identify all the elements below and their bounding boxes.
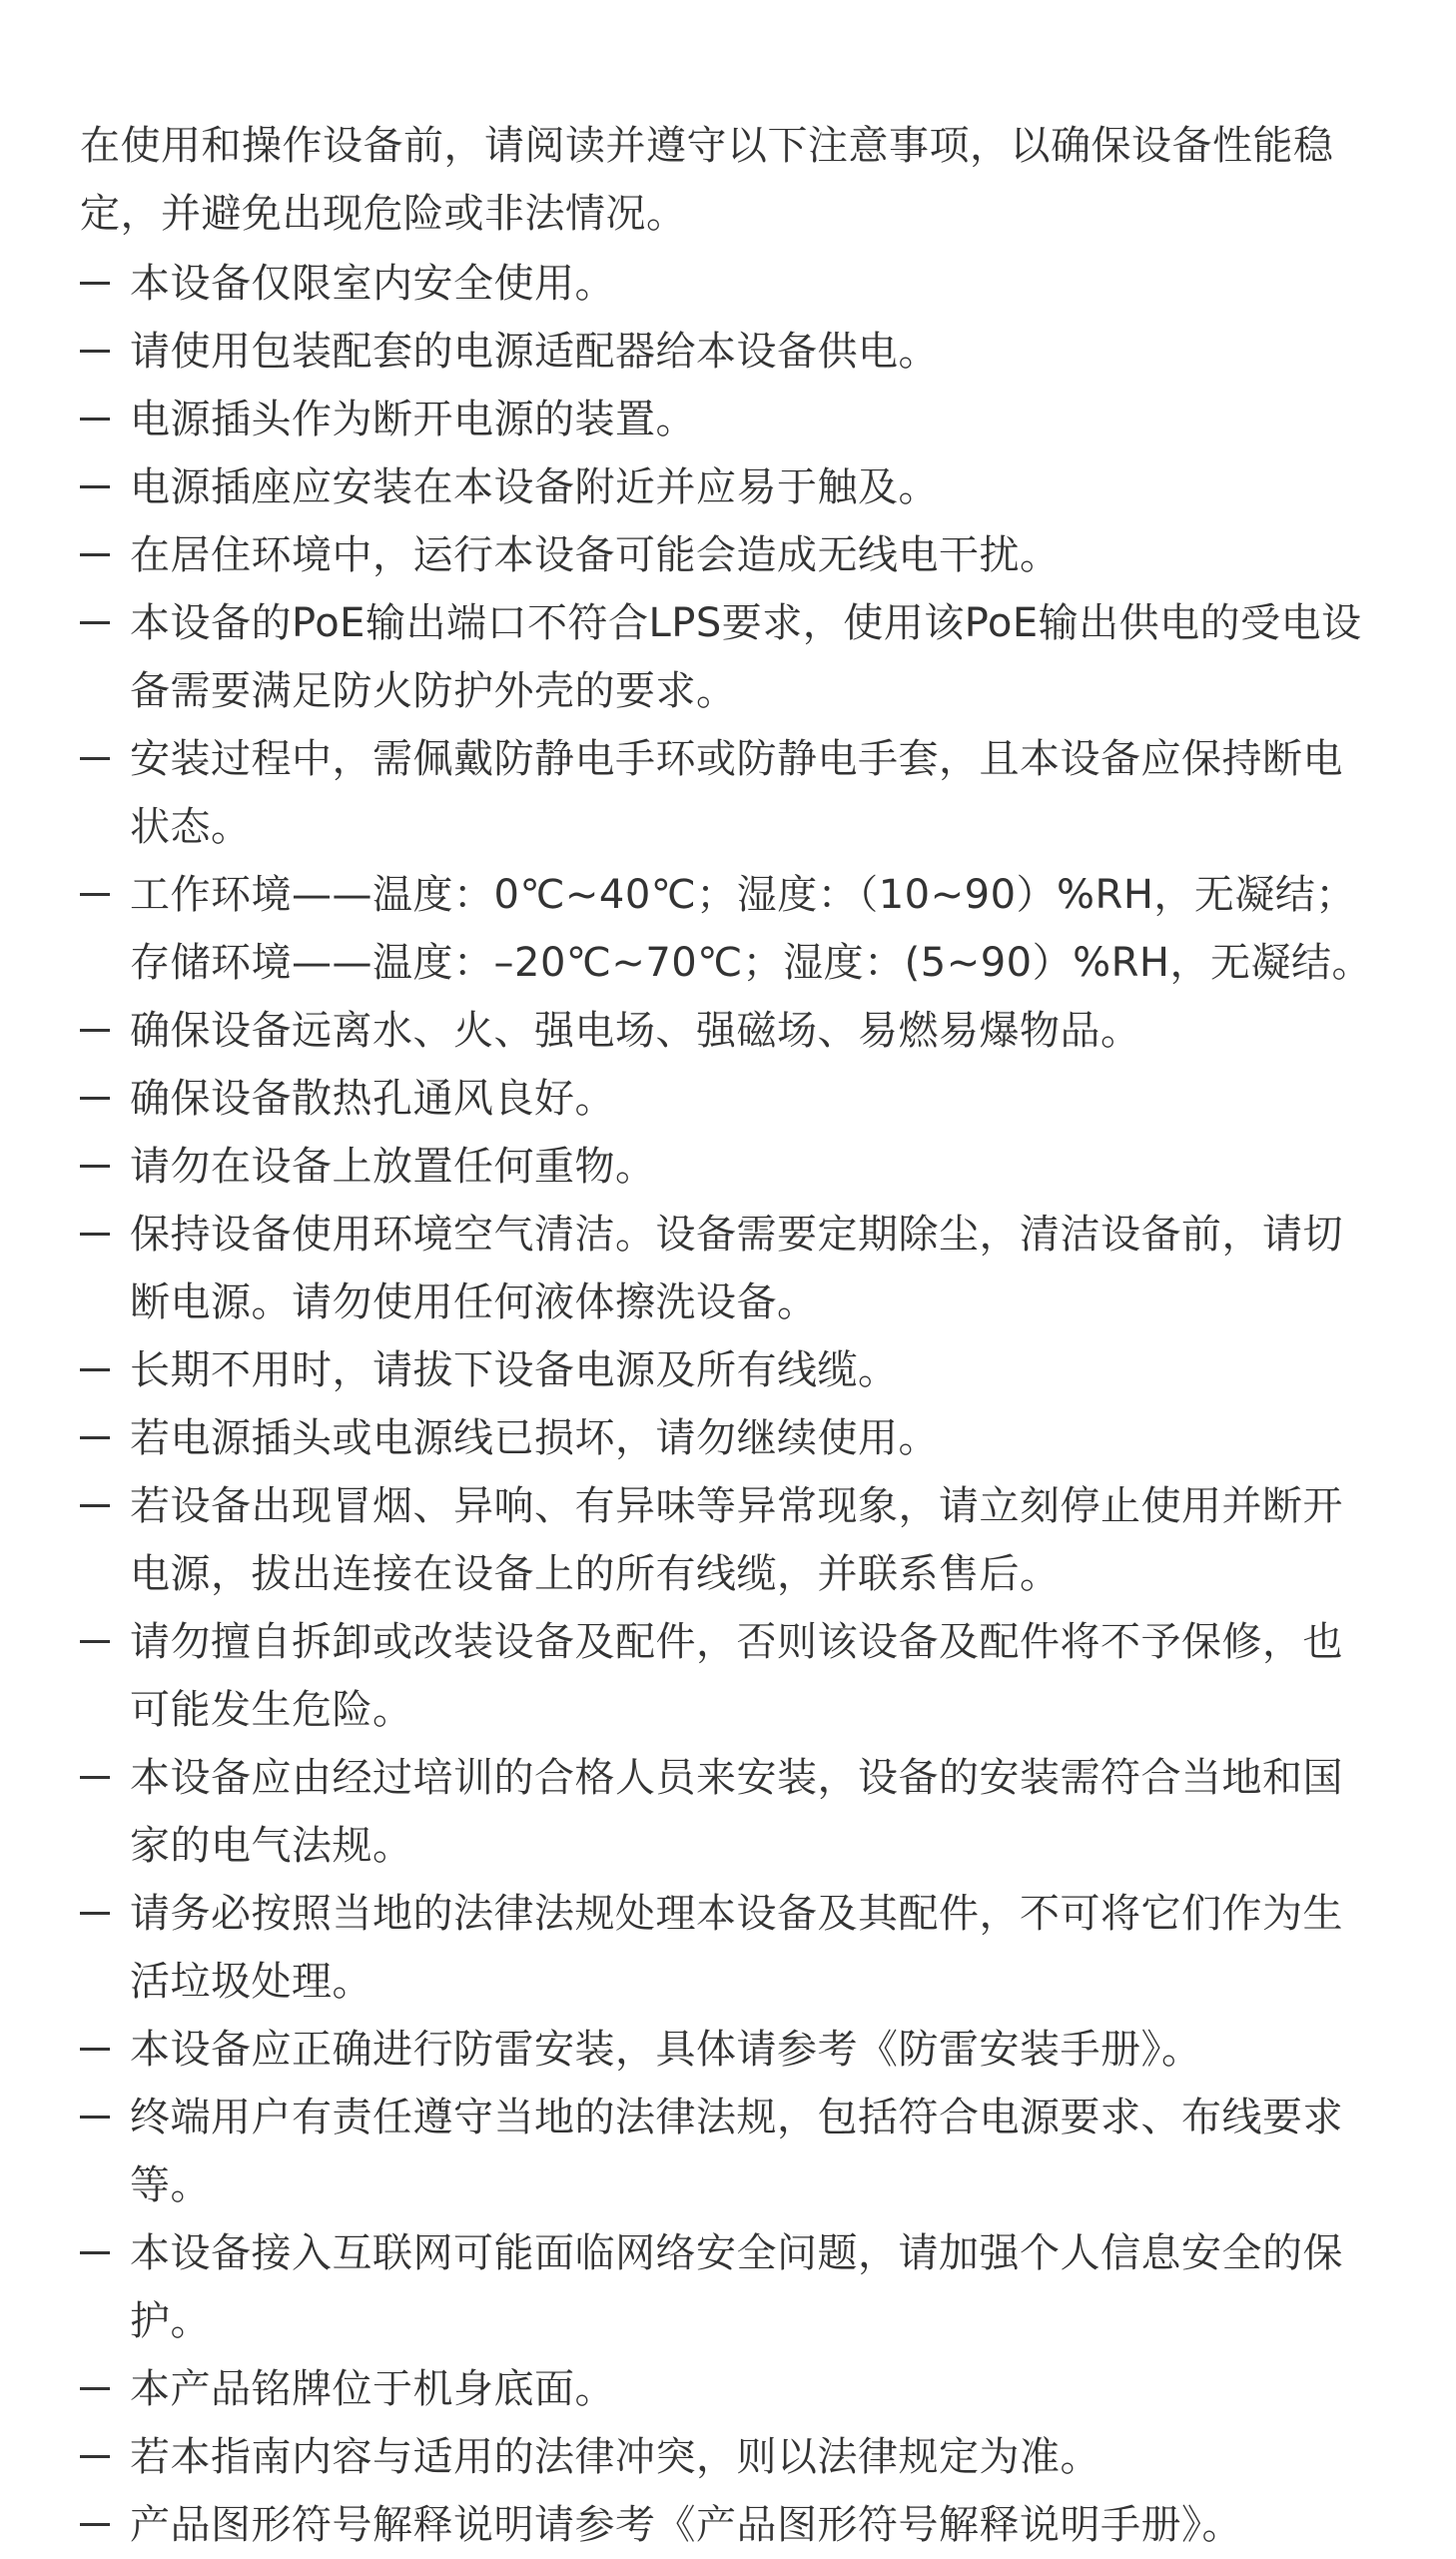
notice-item bbox=[80, 1404, 1376, 1472]
notice-item bbox=[80, 2084, 1376, 2219]
notice-item bbox=[80, 1608, 1376, 1744]
dash-bullet-icon bbox=[80, 1201, 120, 1269]
notice-text: 请勿擅自拆卸或改装设备及配件，否则该设备及配件将不予保修，也可能发生危险。 bbox=[130, 1619, 1343, 1733]
notice-item bbox=[80, 1133, 1376, 1201]
notice-list bbox=[80, 250, 1376, 2559]
dash-bullet-icon bbox=[80, 1404, 120, 1472]
notice-item bbox=[80, 1744, 1376, 1880]
notice-item bbox=[80, 521, 1376, 589]
notice-text: 本设备应正确进行防雷安装，具体请参考《防雷安装手册》。 bbox=[130, 2027, 1202, 2073]
notice-text: 本设备仅限室内安全使用。 bbox=[130, 261, 615, 307]
notice-text: 本设备应由经过培训的合格人员来安装，设备的安装需符合当地和国家的电气法规。 bbox=[130, 1755, 1343, 1869]
dash-bullet-icon bbox=[80, 997, 120, 1065]
notice-text: 保持设备使用环境空气清洁。设备需要定期除尘，清洁设备前，请切断电源。请勿使用任何液体擦洗设备。 bbox=[130, 1212, 1343, 1325]
notice-item bbox=[80, 725, 1376, 861]
notice-text: 电源插头作为断开电源的装置。 bbox=[130, 397, 696, 442]
notice-text: 请勿在设备上放置任何重物。 bbox=[130, 1144, 656, 1190]
notice-text: 请务必按照当地的法律法规处理本设备及其配件，不可将它们作为生活垃圾处理。 bbox=[130, 1891, 1343, 2005]
notice-item bbox=[80, 861, 1376, 997]
dash-bullet-icon bbox=[80, 589, 120, 657]
notice-text: 若设备出现冒烟、异响、有异味等异常现象，请立刻停止使用并断开电源，拔出连接在设备上的所有线缆，并联系售后。 bbox=[130, 1483, 1343, 1597]
notice-item bbox=[80, 1201, 1376, 1336]
notice-item bbox=[80, 386, 1376, 453]
dash-bullet-icon bbox=[80, 386, 120, 453]
dash-bullet-icon bbox=[80, 1133, 120, 1201]
dash-bullet-icon bbox=[80, 861, 120, 929]
notice-text: 确保设备远离水、火、强电场、强磁场、易燃易爆物品。 bbox=[130, 1008, 1141, 1054]
dash-bullet-icon bbox=[80, 2016, 120, 2084]
notice-text: 电源插座应安装在本设备附近并应易于触及。 bbox=[130, 464, 939, 510]
notice-item bbox=[80, 589, 1376, 725]
notice-item bbox=[80, 2355, 1376, 2423]
notice-item bbox=[80, 2219, 1376, 2355]
dash-bullet-icon bbox=[80, 2219, 120, 2287]
dash-bullet-icon bbox=[80, 1472, 120, 1540]
notice-item bbox=[80, 1880, 1376, 2016]
notice-text: 工作环境——温度：0℃~40℃；湿度：（10~90）%RH，无凝结；存储环境——温度：–20℃~70℃；湿度：(5~90）%RH，无凝结。 bbox=[130, 872, 1373, 986]
dash-bullet-icon bbox=[80, 725, 120, 793]
notice-text: 若电源插头或电源线已损坏，请勿继续使用。 bbox=[130, 1415, 939, 1461]
notice-item bbox=[80, 2423, 1376, 2491]
dash-bullet-icon bbox=[80, 1744, 120, 1812]
notice-text: 若本指南内容与适用的法律冲突，则以法律规定为准。 bbox=[130, 2434, 1100, 2480]
notice-text: 确保设备散热孔通风良好。 bbox=[130, 1076, 615, 1122]
dash-bullet-icon bbox=[80, 453, 120, 521]
notice-item bbox=[80, 453, 1376, 521]
dash-bullet-icon bbox=[80, 1065, 120, 1133]
notice-text: 在居住环境中，运行本设备可能会造成无线电干扰。 bbox=[130, 532, 1061, 578]
dash-bullet-icon bbox=[80, 521, 120, 589]
notice-text: 安装过程中，需佩戴防静电手环或防静电手套，且本设备应保持断电状态。 bbox=[130, 736, 1343, 850]
notice-text: 本设备接入互联网可能面临网络安全问题，请加强个人信息安全的保护。 bbox=[130, 2230, 1343, 2344]
dash-bullet-icon bbox=[80, 1336, 120, 1404]
dash-bullet-icon bbox=[80, 250, 120, 318]
notice-item bbox=[80, 1065, 1376, 1133]
dash-bullet-icon bbox=[80, 2423, 120, 2491]
notice-text: 终端用户有责任遵守当地的法律法规，包括符合电源要求、布线要求等。 bbox=[130, 2095, 1343, 2208]
notice-item bbox=[80, 2016, 1376, 2084]
dash-bullet-icon bbox=[80, 2355, 120, 2423]
notice-text: 长期不用时，请拔下设备电源及所有线缆。 bbox=[130, 1347, 899, 1393]
dash-bullet-icon bbox=[80, 2084, 120, 2151]
dash-bullet-icon bbox=[80, 318, 120, 386]
notice-text: 产品图形符号解释说明请参考《产品图形符号解释说明手册》。 bbox=[130, 2502, 1242, 2548]
dash-bullet-icon bbox=[80, 2491, 120, 2559]
notice-item bbox=[80, 997, 1376, 1065]
notice-item bbox=[80, 2491, 1376, 2559]
notice-text: 本产品铭牌位于机身底面。 bbox=[130, 2366, 615, 2412]
notice-text: 请使用包装配套的电源适配器给本设备供电。 bbox=[130, 329, 939, 375]
notice-item bbox=[80, 318, 1376, 386]
notice-text: 本设备的PoE输出端口不符合LPS要求，使用该PoE输出供电的受电设备需要满足防火防护外壳的要求。 bbox=[130, 600, 1362, 714]
notice-item bbox=[80, 1472, 1376, 1608]
intro-paragraph: 在使用和操作设备前，请阅读并遵守以下注意事项，以确保设备性能稳定，并避免出现危险或非法情况。 bbox=[80, 123, 1334, 237]
notice-item bbox=[80, 1336, 1376, 1404]
dash-bullet-icon bbox=[80, 1880, 120, 1948]
notice-item bbox=[80, 250, 1376, 318]
dash-bullet-icon bbox=[80, 1608, 120, 1676]
